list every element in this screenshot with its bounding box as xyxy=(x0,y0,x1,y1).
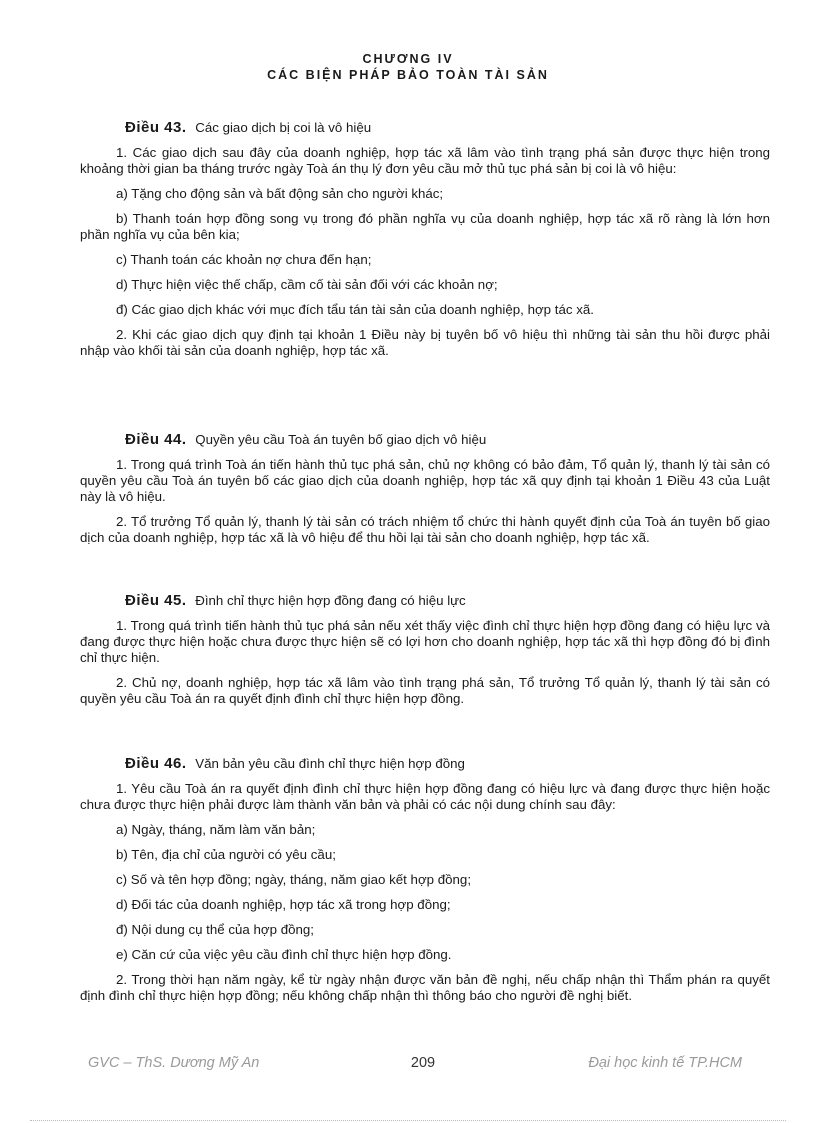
footer-author: GVC – ThS. Dương Mỹ An xyxy=(88,1055,260,1071)
list-item: đ) Các giao dịch khác với mục đích tẩu tán tài sản của doanh nghiệp, hợp tác xã. xyxy=(116,302,594,317)
article-44 xyxy=(80,432,770,555)
article-45 xyxy=(80,593,770,716)
list-item: c) Số và tên hợp đồng; ngày, tháng, năm giao kết hợp đồng; xyxy=(116,872,472,887)
article-heading xyxy=(80,756,770,772)
article-heading xyxy=(80,432,770,448)
clause-2: 2. Trong thời hạn năm ngày, kể từ ngày nhận được văn bản đề nghị, nếu chấp nhận thì Thẩm phán ra quyết định đình chỉ thực hiện hợp đồng; nếu không chấp nhận thì thông báo cho người đề nghị biết. xyxy=(80,972,770,1003)
article-title: Văn bản yêu cầu đình chỉ thực hiện hợp đồng xyxy=(195,756,465,771)
article-number: Điều 43. xyxy=(125,119,187,136)
clause-1: 1. Yêu cầu Toà án ra quyết định đình chỉ thực hiện hợp đồng đang có hiệu lực và đang được thực hiện hoặc chưa được thực hiện phải được làm thành văn bản và phải có các nội dung chính sau đây: xyxy=(80,781,770,812)
page-divider xyxy=(30,1120,786,1121)
clause-2: 2. Tổ trưởng Tổ quản lý, thanh lý tài sản có trách nhiệm tổ chức thi hành quyết định của Toà án tuyên bố giao dịch của doanh nghiệp, hợp tác xã là vô hiệu để thu hồi lại tài sản cho doanh nghiệp, hợp tác xã. xyxy=(80,514,770,545)
chapter-number: CHƯƠNG IV xyxy=(362,52,454,66)
clause-1: 1. Trong quá trình tiến hành thủ tục phá sản nếu xét thấy việc đình chỉ thực hiện hợp đồng đang có hiệu lực và đang được thực hiện hoặc chưa được thực hiện sẽ có lợi hơn cho doanh nghiệp, hợp tác xã thì hợp đồng đó bị đình chỉ thực hiện. xyxy=(80,618,770,665)
list-item: a) Tặng cho động sản và bất động sản cho người khác; xyxy=(116,186,444,201)
article-number: Điều 44. xyxy=(125,431,187,448)
article-number: Điều 45. xyxy=(125,592,187,609)
list-item: d) Đối tác của doanh nghiệp, hợp tác xã trong hợp đồng; xyxy=(116,897,451,912)
list-item: c) Thanh toán các khoản nợ chưa đến hạn; xyxy=(116,252,372,267)
article-title: Đình chỉ thực hiện hợp đồng đang có hiệu lực xyxy=(195,593,466,608)
clause-2: 2. Khi các giao dịch quy định tại khoản 1 Điều này bị tuyên bố vô hiệu thì những tài sản thu hồi được phải nhập vào khối tài sản của doanh nghiệp, hợp tác xã. xyxy=(80,327,770,358)
list-item: a) Ngày, tháng, năm làm văn bản; xyxy=(116,822,316,837)
article-title: Các giao dịch bị coi là vô hiệu xyxy=(195,120,372,135)
list-item: e) Căn cứ của việc yêu cầu đình chỉ thực hiện hợp đồng. xyxy=(116,947,452,962)
list-item: b) Thanh toán hợp đồng song vụ trong đó phần nghĩa vụ của doanh nghiệp, hợp tác xã rõ ràng là lớn hơn phần nghĩa vụ của bên kia; xyxy=(80,211,770,242)
article-heading xyxy=(80,120,770,136)
page-number: 209 xyxy=(410,1055,436,1071)
article-heading xyxy=(80,593,770,609)
clause-1: 1. Các giao dịch sau đây của doanh nghiệp, hợp tác xã lâm vào tình trạng phá sản được thực hiện trong khoảng thời gian ba tháng trước ngày Toà án thụ lý đơn yêu cầu mở thủ tục phá sản bị coi là vô hiệu: xyxy=(80,145,770,176)
clause-2: 2. Chủ nợ, doanh nghiệp, hợp tác xã lâm vào tình trạng phá sản, Tổ trưởng Tổ quản lý, thanh lý tài sản có quyền yêu cầu Toà án ra quyết định đình chỉ thực hiện hợp đồng. xyxy=(80,675,770,706)
clause-1: 1. Trong quá trình Toà án tiến hành thủ tục phá sản, chủ nợ không có bảo đảm, Tổ quản lý, thanh lý tài sản có quyền yêu cầu Toà án tuyên bố các giao dịch của doanh nghiệp, hợp tác xã quy định tại khoản 1 Điều 43 của Luật này là vô hiệu. xyxy=(80,457,770,504)
article-title: Quyền yêu cầu Toà án tuyên bố giao dịch vô hiệu xyxy=(195,432,487,447)
footer-institution: Đại học kinh tế TP.HCM xyxy=(588,1055,742,1071)
list-item: b) Tên, địa chỉ của người có yêu cầu; xyxy=(116,847,336,862)
list-item: đ) Nội dung cụ thể của hợp đồng; xyxy=(116,922,314,937)
list-item: d) Thực hiện việc thế chấp, cầm cố tài sản đối với các khoản nợ; xyxy=(116,277,498,292)
page-footer xyxy=(0,1055,816,1075)
chapter-title: CÁC BIỆN PHÁP BẢO TOÀN TÀI SẢN xyxy=(267,68,549,82)
article-number: Điều 46. xyxy=(125,755,187,772)
article-46 xyxy=(80,756,770,1013)
article-43 xyxy=(80,120,770,368)
